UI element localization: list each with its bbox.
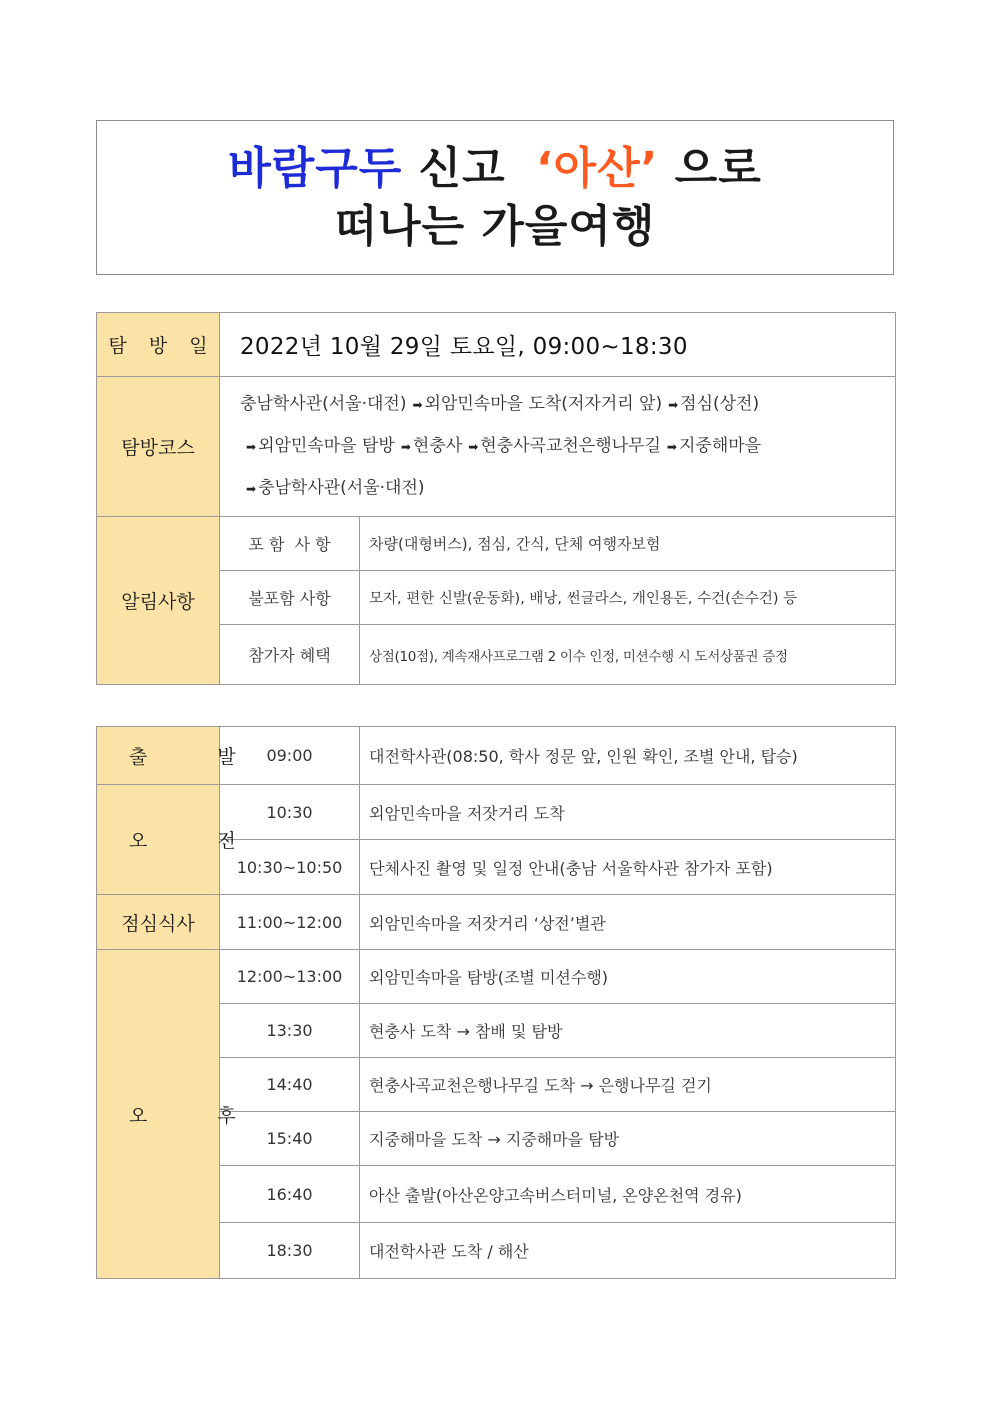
course-stop: 충남학사관(서울·대전)	[240, 393, 407, 414]
lunch-label: 점심식사	[97, 895, 220, 950]
title-line-1	[228, 140, 761, 198]
arrow-right-icon: ➡	[468, 439, 475, 454]
title-box	[96, 120, 894, 275]
title-line-2: 떠나는 가을여행	[334, 200, 656, 252]
notice-sub-label: 불포함 사항	[220, 571, 360, 625]
schedule-desc: 외암민속마을 저잣거리 도착	[360, 785, 896, 840]
schedule-row	[97, 950, 896, 1004]
departure-label: 출 발	[97, 727, 220, 785]
schedule-time: 14:40	[220, 1058, 360, 1112]
title-word-blue: 바람구두	[228, 142, 403, 194]
course-stop: 지중해마을	[678, 435, 762, 456]
notice-value: 차량(대형버스), 점심, 간식, 단체 여행자보험	[360, 517, 896, 571]
title-word: 으로	[674, 142, 762, 194]
schedule-row	[97, 727, 896, 785]
notice-value: 상점(10점), 계속재사프로그램 2 이수 인정, 미션수행 시 도서상품권 증정	[360, 625, 896, 685]
schedule-desc: 대전학사관 도착 / 해산	[360, 1223, 896, 1279]
schedule-desc: 대전학사관(08:50, 학사 정문 앞, 인원 확인, 조별 안내, 탑승)	[360, 727, 896, 785]
schedule-time: 09:00	[220, 727, 360, 785]
schedule-time: 18:30	[220, 1223, 360, 1279]
course-label: 탐방코스	[97, 377, 220, 517]
info-table	[96, 312, 896, 685]
course-row	[97, 377, 896, 517]
notice-value: 모자, 편한 신발(운동화), 배낭, 썬글라스, 개인용돈, 수건(손수건) 등	[360, 571, 896, 625]
schedule-time: 15:40	[220, 1112, 360, 1166]
schedule-desc: 지중해마을 도착 → 지중해마을 탐방	[360, 1112, 896, 1166]
arrow-right-icon: ➡	[666, 439, 673, 454]
schedule-desc: 현충사 도착 → 참배 및 탐방	[360, 1004, 896, 1058]
arrow-right-icon: ➡	[246, 439, 253, 454]
schedule-time: 13:30	[220, 1004, 360, 1058]
course-stop: 현충사곡교천은행나무길	[480, 435, 661, 456]
morning-label: 오 전	[97, 785, 220, 895]
schedule-desc: 아산 출발(아산온양고속버스터미널, 온양온천역 경유)	[360, 1166, 896, 1223]
arrow-right-icon: ➡	[668, 397, 675, 412]
schedule-table	[96, 726, 896, 1279]
schedule-time: 16:40	[220, 1166, 360, 1223]
date-label: 탐 방 일	[97, 313, 220, 377]
notice-label: 알림사항	[97, 517, 220, 685]
schedule-desc: 현충사곡교천은행나무길 도착 → 은행나무길 걷기	[360, 1058, 896, 1112]
title-word-orange: ‘아산’	[535, 142, 659, 194]
arrow-right-icon: ➡	[400, 439, 407, 454]
afternoon-label: 오 후	[97, 950, 220, 1279]
schedule-time: 12:00~13:00	[220, 950, 360, 1004]
arrow-right-icon: ➡	[412, 397, 419, 412]
course-stop: 외암민속마을 도착(저자거리 앞)	[424, 393, 663, 414]
schedule-row	[97, 785, 896, 840]
course-stop: 외암민속마을 탐방	[258, 435, 395, 456]
schedule-time: 10:30	[220, 785, 360, 840]
schedule-time: 11:00~12:00	[220, 895, 360, 950]
course-stop: 현충사	[412, 435, 463, 456]
schedule-desc: 외암민속마을 탐방(조별 미션수행)	[360, 950, 896, 1004]
title-word: 신고	[418, 142, 506, 194]
course-stop: 점심(상전)	[680, 393, 760, 414]
schedule-desc: 외암민속마을 저잣거리 ‘상전’별관	[360, 895, 896, 950]
notice-sub-label: 포 함 사 항	[220, 517, 360, 571]
course-value	[220, 377, 896, 517]
schedule-row	[97, 895, 896, 950]
schedule-desc: 단체사진 촬영 및 일정 안내(충남 서울학사관 참가자 포함)	[360, 840, 896, 895]
course-stop: 충남학사관(서울·대전)	[258, 477, 425, 498]
date-row	[97, 313, 896, 377]
notice-row	[97, 517, 896, 571]
date-value: 2022년 10월 29일 토요일, 09:00~18:30	[220, 313, 896, 377]
notice-sub-label: 참가자 혜택	[220, 625, 360, 685]
schedule-time: 10:30~10:50	[220, 840, 360, 895]
arrow-right-icon: ➡	[246, 481, 253, 496]
